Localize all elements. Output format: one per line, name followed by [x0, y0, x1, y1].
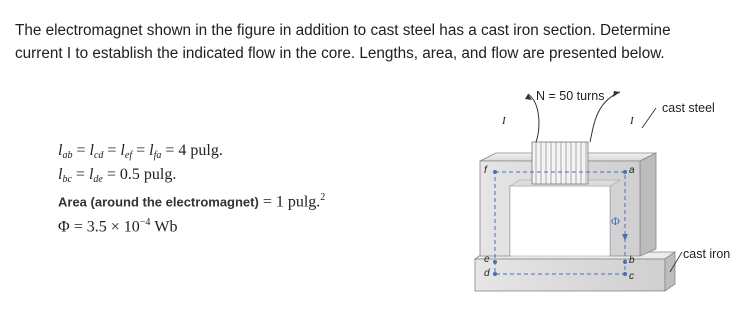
lengths-value: = 4 pulg.	[165, 142, 223, 159]
flux-value: = 3.5 × 10	[73, 218, 140, 236]
flux-unit: Wb	[154, 218, 178, 236]
electromagnet-figure	[470, 84, 745, 309]
point-a: a	[629, 165, 635, 176]
area-exponent: 2	[320, 192, 326, 203]
turns-label: N = 50 turns	[536, 89, 605, 103]
problem-line-2: current I to establish the indicated flow in the core. Lengths, area, and flow are presented below.	[15, 45, 665, 62]
cast-steel-pointer	[642, 108, 656, 128]
area-value: = 1 pulg.	[262, 193, 321, 211]
problem-line-1: The electromagnet shown in the figure in addition to cast steel has a cast iron section. Determine	[15, 22, 671, 39]
equation-flux	[58, 217, 178, 236]
point-c: c	[629, 271, 634, 282]
point-e: e	[484, 254, 490, 265]
flux-symbol: Φ	[58, 218, 70, 236]
cast-steel-label: cast steel	[662, 101, 715, 115]
flux-label: Φ	[611, 214, 620, 228]
equation-bc-de: $l_{bc} = l_{de} = 0.5$ pulg.	[58, 166, 177, 185]
equation-lengths: $l_{ab} = l_{cd} = l_{ef} = l_{fa} = 4$ pulg.	[58, 142, 223, 161]
cast-iron-base	[475, 252, 675, 291]
area-label: Area (around the electromagnet)	[58, 194, 259, 210]
point-d: d	[484, 268, 490, 279]
current-left-label: I	[502, 115, 506, 127]
bc-de-value: = 0.5 pulg.	[106, 166, 177, 183]
flux-exponent: −4	[139, 217, 151, 228]
point-b: b	[629, 255, 635, 266]
cast-iron-label: cast iron	[683, 247, 731, 261]
current-right-label: I	[630, 115, 634, 127]
equation-area	[58, 192, 325, 211]
problem-statement	[15, 19, 740, 65]
point-f: f	[484, 165, 487, 176]
